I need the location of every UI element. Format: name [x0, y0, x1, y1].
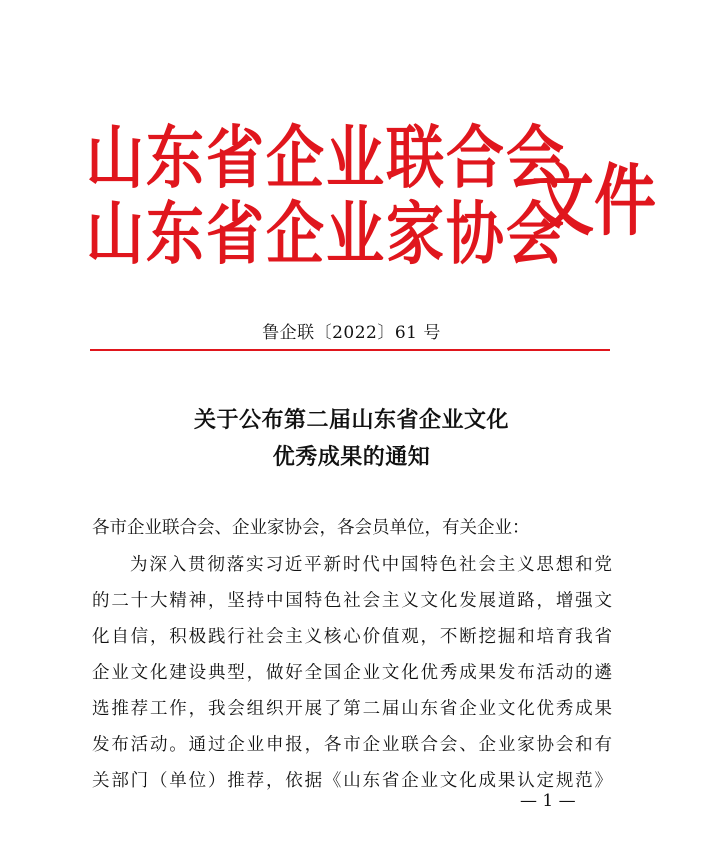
body-line: 企业文化建设典型，做好全国企业文化优秀成果发布活动的遴	[92, 663, 612, 683]
body-line: 发布活动。通过企业申报，各市企业联合会、企业家协会和有	[92, 735, 612, 755]
document-title-line-2: 优秀成果的通知	[272, 444, 431, 470]
body-line: 化自信，积极践行社会主义核心价值观，不断挖掘和培育我省	[92, 627, 612, 647]
masthead-org-name-1: 山东省企业联合会	[86, 117, 567, 199]
body-line: 为深入贯彻落实习近平新时代中国特色社会主义思想和党	[130, 555, 612, 575]
body-line: 关部门（单位）推荐，依据《山东省企业文化成果认定规范》	[92, 771, 612, 791]
masthead-org-name-2: 山东省企业家协会	[86, 193, 567, 275]
salutation: 各市企业联合会、企业家协会，各会员单位，有关企业：	[92, 518, 530, 538]
page-number: — 1 —	[520, 791, 576, 811]
document-number: 鲁企联〔2022〕61 号	[262, 323, 441, 343]
masthead-document-word: 文件	[532, 154, 657, 246]
body-line: 选推荐工作，我会组织开展了第二届山东省企业文化优秀成果	[92, 699, 612, 719]
document-title-line-1: 关于公布第二届山东省企业文化	[193, 407, 509, 433]
red-separator-line	[90, 349, 610, 351]
red-masthead	[86, 117, 657, 278]
body-line: 的二十大精神，坚持中国特色社会主义文化发展道路，增强文	[92, 591, 612, 611]
